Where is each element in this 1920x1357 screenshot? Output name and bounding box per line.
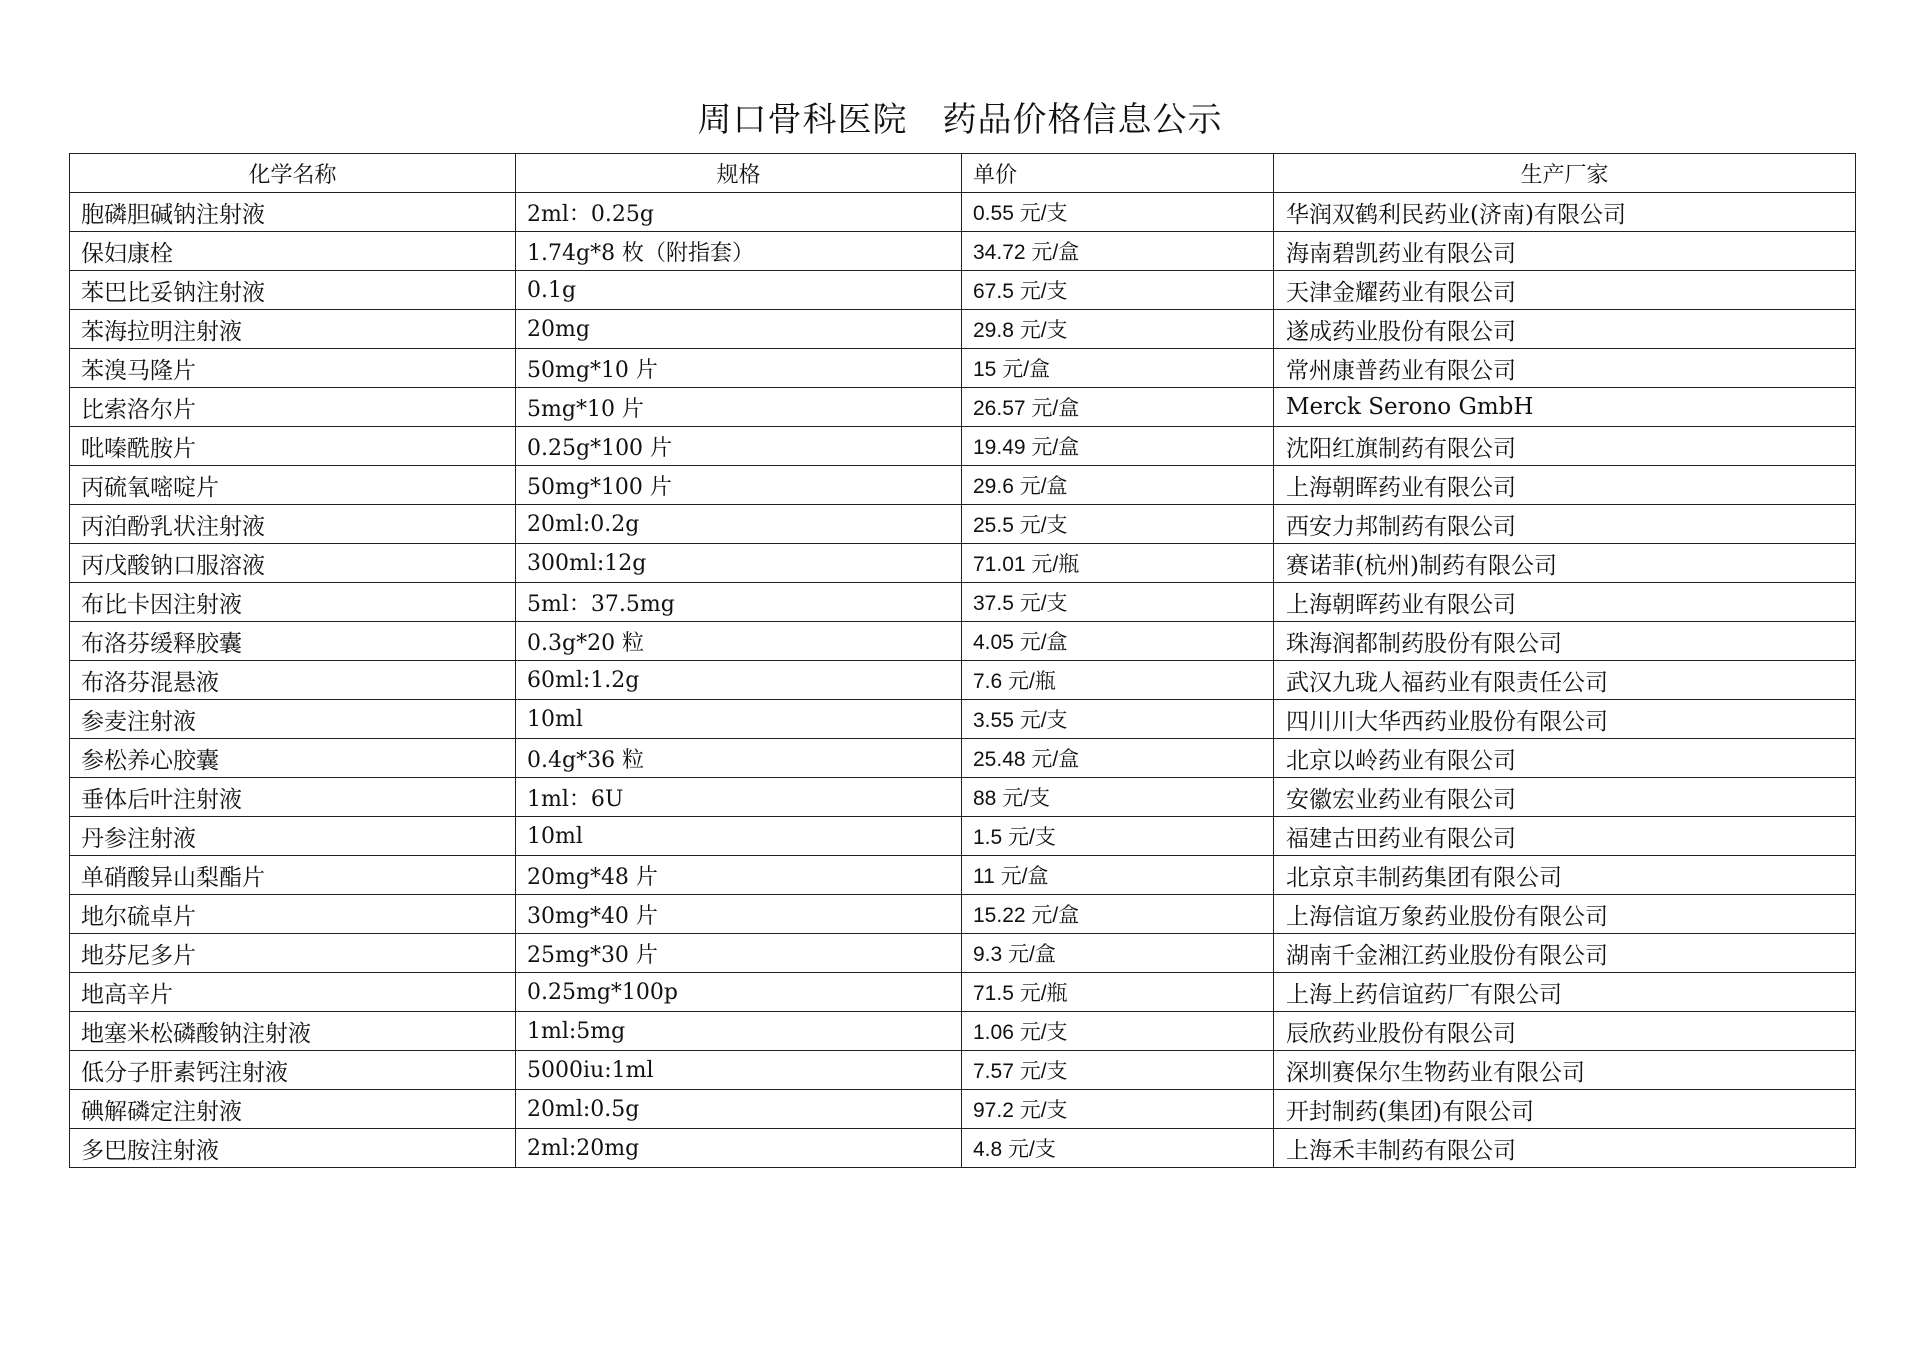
table-row <box>70 466 1856 505</box>
cell-chemical-name: 布洛芬混悬液 <box>70 661 516 700</box>
cell-specification: 300ml:12g <box>516 544 962 583</box>
cell-manufacturer: 四川川大华西药业股份有限公司 <box>1274 700 1856 739</box>
cell-manufacturer: 上海朝晖药业有限公司 <box>1274 583 1856 622</box>
cell-manufacturer: 天津金耀药业有限公司 <box>1274 271 1856 310</box>
cell-manufacturer: 安徽宏业药业有限公司 <box>1274 778 1856 817</box>
cell-unit-price: 29.8 元/支 <box>962 310 1274 349</box>
cell-unit-price: 25.5 元/支 <box>962 505 1274 544</box>
cell-specification: 20ml:0.5g <box>516 1090 962 1129</box>
table-row <box>70 193 1856 232</box>
cell-unit-price: 26.57 元/盒 <box>962 388 1274 427</box>
cell-unit-price: 19.49 元/盒 <box>962 427 1274 466</box>
cell-manufacturer: 上海信谊万象药业股份有限公司 <box>1274 895 1856 934</box>
cell-manufacturer: 开封制药(集团)有限公司 <box>1274 1090 1856 1129</box>
cell-specification: 1ml：6U <box>516 778 962 817</box>
cell-chemical-name: 丙硫氧嘧啶片 <box>70 466 516 505</box>
cell-unit-price: 7.57 元/支 <box>962 1051 1274 1090</box>
cell-manufacturer: 武汉九珑人福药业有限责任公司 <box>1274 661 1856 700</box>
cell-unit-price: 71.5 元/瓶 <box>962 973 1274 1012</box>
table-row <box>70 661 1856 700</box>
table-row <box>70 1051 1856 1090</box>
cell-chemical-name: 吡嗪酰胺片 <box>70 427 516 466</box>
cell-unit-price: 1.5 元/支 <box>962 817 1274 856</box>
table-row <box>70 271 1856 310</box>
cell-manufacturer: 沈阳红旗制药有限公司 <box>1274 427 1856 466</box>
header-manufacturer: 生产厂家 <box>1274 154 1856 193</box>
cell-unit-price: 71.01 元/瓶 <box>962 544 1274 583</box>
table-row <box>70 856 1856 895</box>
cell-unit-price: 15.22 元/盒 <box>962 895 1274 934</box>
cell-specification: 20mg*48 片 <box>516 856 962 895</box>
cell-manufacturer: 遂成药业股份有限公司 <box>1274 310 1856 349</box>
cell-chemical-name: 低分子肝素钙注射液 <box>70 1051 516 1090</box>
table-row <box>70 544 1856 583</box>
cell-specification: 2ml：0.25g <box>516 193 962 232</box>
cell-unit-price: 11 元/盒 <box>962 856 1274 895</box>
cell-specification: 50mg*10 片 <box>516 349 962 388</box>
cell-unit-price: 97.2 元/支 <box>962 1090 1274 1129</box>
table-row <box>70 583 1856 622</box>
table-row <box>70 310 1856 349</box>
table-row <box>70 778 1856 817</box>
cell-specification: 5mg*10 片 <box>516 388 962 427</box>
cell-chemical-name: 地塞米松磷酸钠注射液 <box>70 1012 516 1051</box>
header-specification: 规格 <box>516 154 962 193</box>
cell-specification: 5000iu:1ml <box>516 1051 962 1090</box>
cell-specification: 30mg*40 片 <box>516 895 962 934</box>
cell-unit-price: 67.5 元/支 <box>962 271 1274 310</box>
cell-manufacturer: 珠海润都制药股份有限公司 <box>1274 622 1856 661</box>
cell-chemical-name: 参麦注射液 <box>70 700 516 739</box>
cell-chemical-name: 地高辛片 <box>70 973 516 1012</box>
table-row <box>70 1129 1856 1168</box>
table-header-row <box>70 154 1856 193</box>
cell-specification: 0.1g <box>516 271 962 310</box>
cell-unit-price: 3.55 元/支 <box>962 700 1274 739</box>
cell-unit-price: 37.5 元/支 <box>962 583 1274 622</box>
cell-unit-price: 0.55 元/支 <box>962 193 1274 232</box>
drug-price-table <box>69 153 1856 1168</box>
cell-specification: 50mg*100 片 <box>516 466 962 505</box>
cell-chemical-name: 布比卡因注射液 <box>70 583 516 622</box>
cell-specification: 1ml:5mg <box>516 1012 962 1051</box>
cell-specification: 20ml:0.2g <box>516 505 962 544</box>
cell-manufacturer: 福建古田药业有限公司 <box>1274 817 1856 856</box>
table-row <box>70 232 1856 271</box>
header-chemical-name: 化学名称 <box>70 154 516 193</box>
cell-unit-price: 25.48 元/盒 <box>962 739 1274 778</box>
cell-chemical-name: 保妇康栓 <box>70 232 516 271</box>
cell-chemical-name: 丹参注射液 <box>70 817 516 856</box>
table-row <box>70 427 1856 466</box>
table-row <box>70 700 1856 739</box>
cell-unit-price: 88 元/支 <box>962 778 1274 817</box>
cell-unit-price: 34.72 元/盒 <box>962 232 1274 271</box>
cell-manufacturer: 北京以岭药业有限公司 <box>1274 739 1856 778</box>
table-row <box>70 817 1856 856</box>
cell-chemical-name: 苯巴比妥钠注射液 <box>70 271 516 310</box>
table-row <box>70 973 1856 1012</box>
cell-manufacturer: 赛诺菲(杭州)制药有限公司 <box>1274 544 1856 583</box>
cell-chemical-name: 比索洛尔片 <box>70 388 516 427</box>
table-row <box>70 895 1856 934</box>
cell-manufacturer: 上海朝晖药业有限公司 <box>1274 466 1856 505</box>
cell-specification: 25mg*30 片 <box>516 934 962 973</box>
table-row <box>70 739 1856 778</box>
cell-chemical-name: 单硝酸异山梨酯片 <box>70 856 516 895</box>
cell-manufacturer: 上海禾丰制药有限公司 <box>1274 1129 1856 1168</box>
cell-chemical-name: 丙泊酚乳状注射液 <box>70 505 516 544</box>
cell-unit-price: 4.05 元/盒 <box>962 622 1274 661</box>
table-row <box>70 934 1856 973</box>
cell-specification: 1.74g*8 枚（附指套） <box>516 232 962 271</box>
cell-manufacturer: 海南碧凯药业有限公司 <box>1274 232 1856 271</box>
cell-chemical-name: 布洛芬缓释胶囊 <box>70 622 516 661</box>
cell-manufacturer: 湖南千金湘江药业股份有限公司 <box>1274 934 1856 973</box>
cell-manufacturer: 华润双鹤利民药业(济南)有限公司 <box>1274 193 1856 232</box>
cell-specification: 0.4g*36 粒 <box>516 739 962 778</box>
table-row <box>70 349 1856 388</box>
cell-chemical-name: 参松养心胶囊 <box>70 739 516 778</box>
table-row <box>70 505 1856 544</box>
cell-manufacturer: 常州康普药业有限公司 <box>1274 349 1856 388</box>
cell-manufacturer: 深圳赛保尔生物药业有限公司 <box>1274 1051 1856 1090</box>
cell-unit-price: 15 元/盒 <box>962 349 1274 388</box>
cell-manufacturer: 北京京丰制药集团有限公司 <box>1274 856 1856 895</box>
cell-specification: 20mg <box>516 310 962 349</box>
cell-unit-price: 9.3 元/盒 <box>962 934 1274 973</box>
cell-chemical-name: 多巴胺注射液 <box>70 1129 516 1168</box>
cell-specification: 60ml:1.2g <box>516 661 962 700</box>
cell-unit-price: 4.8 元/支 <box>962 1129 1274 1168</box>
cell-chemical-name: 碘解磷定注射液 <box>70 1090 516 1129</box>
cell-specification: 10ml <box>516 817 962 856</box>
cell-specification: 10ml <box>516 700 962 739</box>
cell-specification: 0.3g*20 粒 <box>516 622 962 661</box>
cell-specification: 5ml：37.5mg <box>516 583 962 622</box>
page-title: 周口骨科医院 药品价格信息公示 <box>697 100 1223 140</box>
cell-specification: 2ml:20mg <box>516 1129 962 1168</box>
table-row <box>70 622 1856 661</box>
table-row <box>70 1090 1856 1129</box>
cell-manufacturer: 辰欣药业股份有限公司 <box>1274 1012 1856 1051</box>
cell-chemical-name: 苯海拉明注射液 <box>70 310 516 349</box>
cell-chemical-name: 地尔硫卓片 <box>70 895 516 934</box>
cell-chemical-name: 丙戊酸钠口服溶液 <box>70 544 516 583</box>
cell-chemical-name: 胞磷胆碱钠注射液 <box>70 193 516 232</box>
cell-unit-price: 29.6 元/盒 <box>962 466 1274 505</box>
cell-manufacturer: Merck Serono GmbH <box>1274 388 1856 427</box>
cell-unit-price: 1.06 元/支 <box>962 1012 1274 1051</box>
cell-unit-price: 7.6 元/瓶 <box>962 661 1274 700</box>
table-row <box>70 1012 1856 1051</box>
table-row <box>70 388 1856 427</box>
cell-manufacturer: 上海上药信谊药厂有限公司 <box>1274 973 1856 1012</box>
cell-specification: 0.25g*100 片 <box>516 427 962 466</box>
cell-chemical-name: 苯溴马隆片 <box>70 349 516 388</box>
cell-chemical-name: 地芬尼多片 <box>70 934 516 973</box>
cell-manufacturer: 西安力邦制药有限公司 <box>1274 505 1856 544</box>
cell-chemical-name: 垂体后叶注射液 <box>70 778 516 817</box>
header-unit-price: 单价 <box>962 154 1274 193</box>
cell-specification: 0.25mg*100p <box>516 973 962 1012</box>
